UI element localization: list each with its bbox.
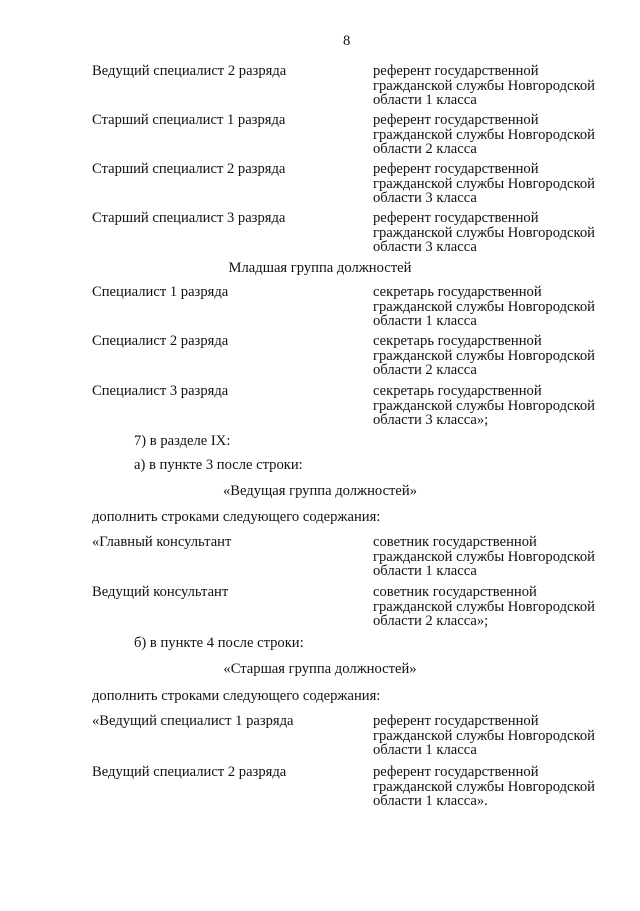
amendment-instruction: дополнить строками следующего содержания: bbox=[92, 688, 381, 704]
class-rank-line: гражданской службы Новгородской bbox=[373, 175, 595, 192]
amendment-subitem: б) в пункте 4 после строки: bbox=[134, 635, 304, 651]
class-rank-line: секретарь государственной bbox=[373, 284, 542, 300]
class-rank bbox=[373, 384, 623, 428]
class-rank-line: области 3 класса»; bbox=[373, 412, 489, 428]
position-name: Старший специалист 3 разряда bbox=[92, 210, 286, 226]
class-rank-line: области 1 класса bbox=[373, 563, 477, 579]
class-rank-line: референт государственной bbox=[373, 210, 539, 226]
group-heading: Младшая группа должностей bbox=[228, 260, 412, 276]
position-name: Ведущий консультант bbox=[92, 584, 229, 600]
class-rank-line: гражданской службы Новгородской bbox=[373, 77, 595, 94]
class-rank-line: гражданской службы Новгородской bbox=[373, 598, 595, 615]
class-rank-line: гражданской службы Новгородской bbox=[373, 224, 595, 241]
class-rank-line: области 2 класса bbox=[373, 141, 477, 157]
class-rank-line: области 2 класса bbox=[373, 362, 477, 378]
position-name: Старший специалист 2 разряда bbox=[92, 161, 286, 177]
class-rank-line: гражданской службы Новгородской bbox=[373, 778, 595, 795]
quoted-heading: «Ведущая группа должностей» bbox=[222, 483, 418, 499]
class-rank-line: гражданской службы Новгородской bbox=[373, 347, 595, 364]
class-rank-line: гражданской службы Новгородской bbox=[373, 548, 595, 565]
class-rank-line: советник государственной bbox=[373, 584, 537, 600]
position-name: Специалист 3 разряда bbox=[92, 383, 229, 399]
class-rank-line: области 3 класса bbox=[373, 190, 477, 206]
class-rank-line: области 2 класса»; bbox=[373, 613, 489, 629]
class-rank bbox=[373, 714, 623, 758]
amendment-item: 7) в разделе IX: bbox=[134, 433, 231, 449]
position-name: Старший специалист 1 разряда bbox=[92, 112, 286, 128]
class-rank bbox=[373, 64, 623, 108]
quoted-heading: «Старшая группа должностей» bbox=[223, 661, 417, 677]
class-rank-line: референт государственной bbox=[373, 112, 539, 128]
class-rank bbox=[373, 334, 623, 378]
amendment-subitem: а) в пункте 3 после строки: bbox=[134, 457, 303, 473]
class-rank bbox=[373, 535, 623, 579]
class-rank bbox=[373, 113, 623, 157]
class-rank-line: гражданской службы Новгородской bbox=[373, 298, 595, 315]
class-rank-line: секретарь государственной bbox=[373, 333, 542, 349]
class-rank-line: области 1 класса bbox=[373, 92, 477, 108]
position-name: Специалист 2 разряда bbox=[92, 333, 229, 349]
class-rank-line: области 1 класса bbox=[373, 742, 477, 758]
position-name: Специалист 1 разряда bbox=[92, 284, 229, 300]
class-rank bbox=[373, 162, 623, 206]
position-name: «Ведущий специалист 1 разряда bbox=[92, 713, 294, 729]
class-rank-line: референт государственной bbox=[373, 63, 539, 79]
position-name: «Главный консультант bbox=[92, 534, 232, 550]
class-rank-line: референт государственной bbox=[373, 764, 539, 780]
class-rank-line: области 3 класса bbox=[373, 239, 477, 255]
class-rank-line: советник государственной bbox=[373, 534, 537, 550]
class-rank bbox=[373, 211, 623, 255]
position-name: Ведущий специалист 2 разряда bbox=[92, 764, 287, 780]
class-rank bbox=[373, 765, 623, 809]
class-rank bbox=[373, 585, 623, 629]
class-rank-line: области 1 класса bbox=[373, 313, 477, 329]
amendment-instruction: дополнить строками следующего содержания: bbox=[92, 509, 381, 525]
class-rank-line: референт государственной bbox=[373, 161, 539, 177]
class-rank-line: секретарь государственной bbox=[373, 383, 542, 399]
class-rank-line: гражданской службы Новгородской bbox=[373, 126, 595, 143]
class-rank-line: гражданской службы Новгородской bbox=[373, 397, 595, 414]
position-name: Ведущий специалист 2 разряда bbox=[92, 63, 287, 79]
class-rank-line: области 1 класса». bbox=[373, 793, 488, 809]
class-rank-line: референт государственной bbox=[373, 713, 539, 729]
class-rank-line: гражданской службы Новгородской bbox=[373, 727, 595, 744]
class-rank bbox=[373, 285, 623, 329]
page-number: 8 bbox=[343, 33, 351, 49]
